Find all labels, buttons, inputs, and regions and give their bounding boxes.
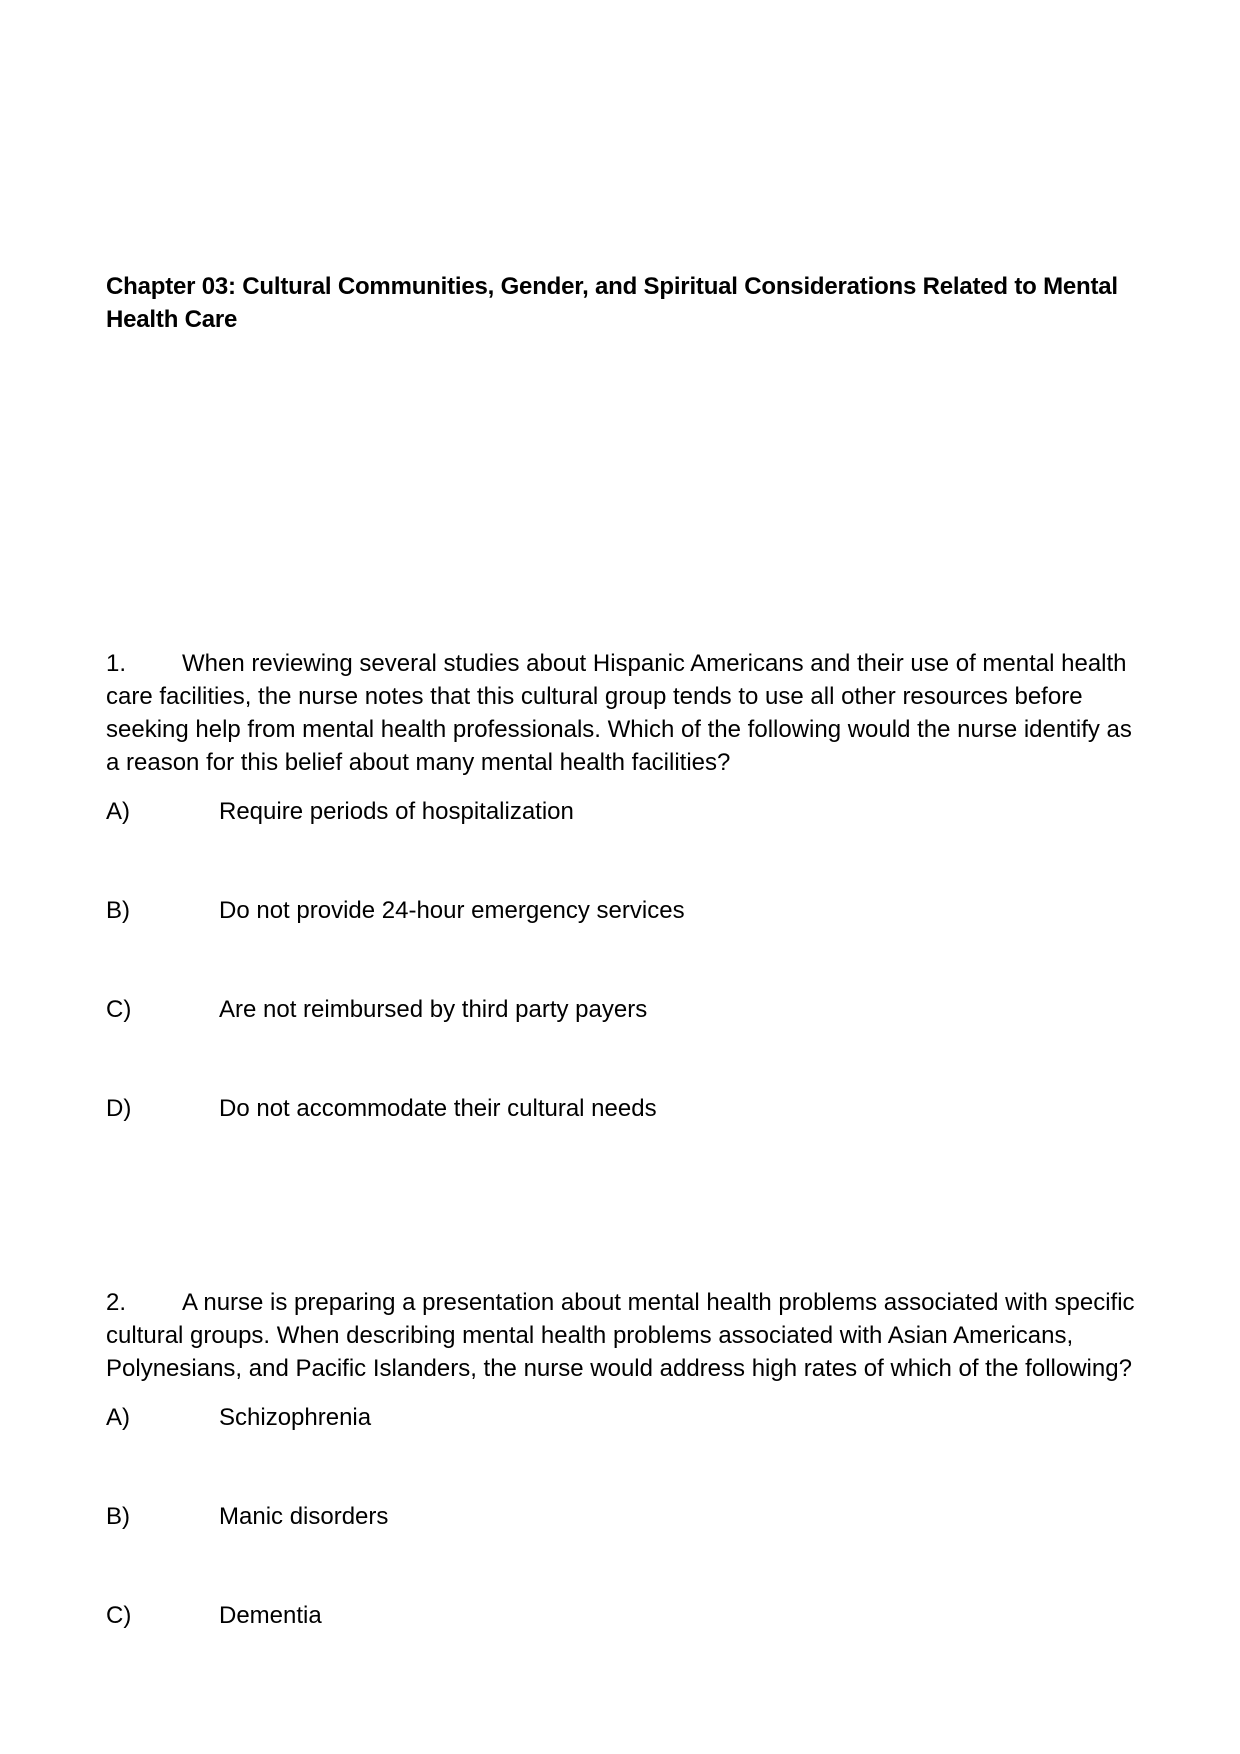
option-text: Require periods of hospitalization [219,798,574,825]
option-text: Do not accommodate their cultural needs [219,1095,657,1122]
answer-option-c [106,993,1146,1092]
answer-option-c [106,1599,1146,1698]
question-2 [106,1286,1146,1698]
option-letter: C) [106,996,132,1023]
answer-options [106,1401,1146,1698]
question-1 [106,647,1146,1191]
option-letter: A) [106,1404,130,1431]
answer-option-a [106,795,1146,894]
option-letter: C) [106,1602,132,1629]
option-text: Do not provide 24-hour emergency services [219,897,685,924]
option-text: Dementia [219,1602,322,1629]
question-number: 1. [106,650,127,677]
answer-option-d [106,1092,1146,1191]
answer-options [106,795,1146,1191]
option-text: Are not reimbursed by third party payers [219,996,648,1023]
question-stem [106,1286,1146,1385]
option-letter: B) [106,897,130,924]
question-text: A nurse is preparing a presentation about mental health problems associated with specific cultural groups. When describing mental health problems associated with Asian Americans, Polynesians, and Pacific Islanders, the nurse would address high rates of which of the following? [106,1289,1135,1382]
question-text: When reviewing several studies about Hispanic Americans and their use of mental health care facilities, the nurse notes that this cultural group tends to use all other resources before seeking help from mental health professionals. Which of the following would the nurse identify as a reason for this belief about many mental health facilities? [106,650,1132,776]
option-text: Manic disorders [219,1503,389,1530]
option-letter: B) [106,1503,130,1530]
question-number: 2. [106,1289,127,1316]
option-letter: A) [106,798,130,825]
chapter-title: Chapter 03: Cultural Communities, Gender, and Spiritual Considerations Related to Mental Health Care [106,273,1118,333]
answer-option-b [106,1500,1146,1599]
answer-option-a [106,1401,1146,1500]
answer-option-b [106,894,1146,993]
option-letter: D) [106,1095,132,1122]
option-text: Schizophrenia [219,1404,372,1431]
question-stem [106,647,1146,779]
